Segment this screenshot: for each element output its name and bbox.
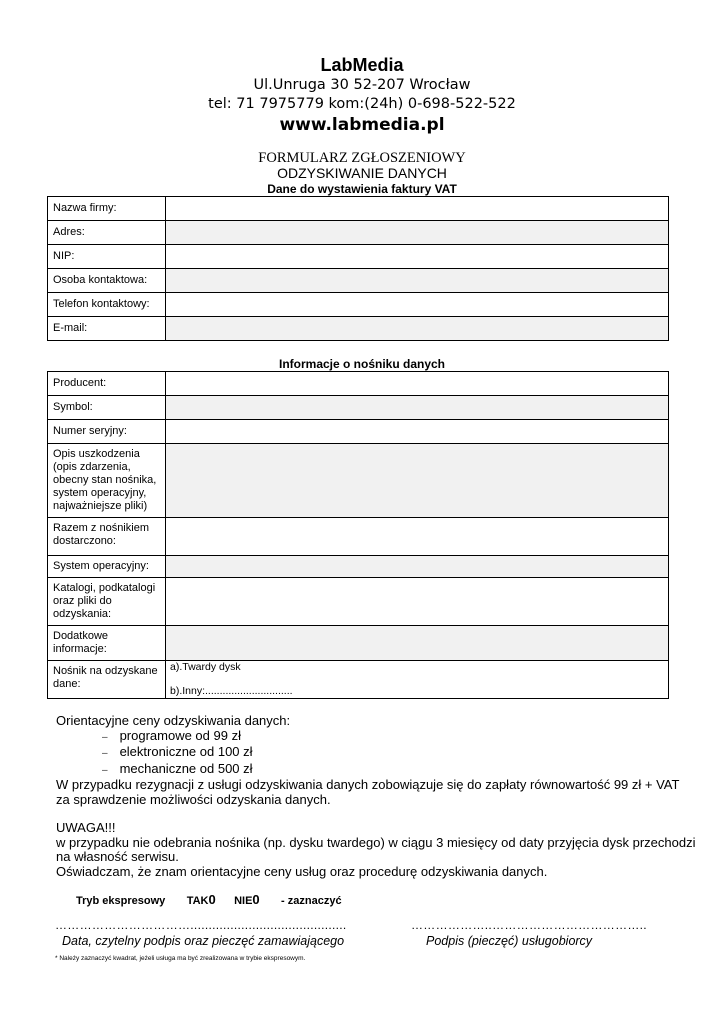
- delivered-with-field[interactable]: [166, 518, 669, 556]
- field-label: E-mail:: [48, 317, 166, 341]
- field-label: NIP:: [48, 245, 166, 269]
- price-item: – mechaniczne od 500 zł: [102, 762, 696, 779]
- resignation-clause: W przypadku rezygnacji z usługi odzyskiwania danych zobowiązuje się do zapłaty równowartość 99 zł + VAT za sprawdzenie możliwości odzyskania danych.: [56, 777, 680, 807]
- invoice-data-table: [47, 196, 669, 341]
- additional-info-field[interactable]: [166, 626, 669, 661]
- warning-text: w przypadku nie odebrania nośnika (np. dysku twardego) w ciągu 3 miesięcy od daty przyjęcia dysk przechodzi na własność serwisu.: [56, 834, 696, 864]
- express-mode-row: [76, 892, 342, 907]
- field-label: Producent:: [48, 372, 166, 396]
- express-yes-checkbox[interactable]: 0: [208, 892, 216, 907]
- letterhead: [0, 54, 724, 137]
- company-address: Ul.Unruga 30 52-207 Wrocław: [253, 77, 471, 93]
- field-label: Opis uszkodzenia (opis zdarzenia, obecny stan nośnika, system operacyjny, najważniejsze pliki): [48, 444, 166, 518]
- field-label: Nazwa firmy:: [48, 197, 166, 221]
- form-subtitle: ODZYSKIWANIE DANYCH: [277, 165, 447, 181]
- price-item: – elektroniczne od 100 zł: [102, 745, 696, 762]
- media-info-table: [47, 371, 669, 699]
- operating-system-field[interactable]: [166, 556, 669, 578]
- footnote: * Należy zaznaczyć kwadrat, jeżeli usługa ma być zrealizowana w trybie ekspresowym.: [55, 955, 306, 962]
- option-other[interactable]: b).Inny:..............................: [170, 685, 293, 697]
- serial-number-field[interactable]: [166, 420, 669, 444]
- price-list: [56, 729, 696, 779]
- express-yes-label: TAK: [186, 895, 209, 907]
- signature-line-left[interactable]: ……………………………...........................................: [55, 918, 347, 932]
- company-phone: tel: 71 7975779 kom:(24h) 0-698-522-522: [208, 96, 516, 112]
- express-note: - zaznaczyć: [281, 895, 342, 907]
- field-label: Osoba kontaktowa:: [48, 269, 166, 293]
- field-label: Katalogi, podkatalogi oraz pliki do odzyskania:: [48, 578, 166, 626]
- damage-description-field[interactable]: [166, 444, 669, 518]
- producer-field[interactable]: [166, 372, 669, 396]
- nip-field[interactable]: [166, 245, 669, 269]
- express-label: Tryb ekspresowy: [76, 895, 166, 907]
- target-media-options: [166, 661, 669, 699]
- contact-person-field[interactable]: [166, 269, 669, 293]
- form-title: FORMULARZ ZGŁOSZENIOWY: [258, 150, 466, 166]
- field-label: System operacyjny:: [48, 556, 166, 578]
- company-website: www.labmedia.pl: [279, 115, 445, 135]
- contact-phone-field[interactable]: [166, 293, 669, 317]
- field-label: Nośnik na odzyskane dane:: [48, 661, 166, 699]
- field-label: Symbol:: [48, 396, 166, 420]
- express-no-label: NIE: [234, 895, 253, 907]
- price-item: – programowe od 99 zł: [102, 729, 696, 746]
- field-label: Numer seryjny:: [48, 420, 166, 444]
- signature-caption-left: Data, czytelny podpis oraz pieczęć zamawiającego: [62, 934, 345, 948]
- company-name: LabMedia: [320, 55, 404, 75]
- signature-line-right[interactable]: ………………..………………………………..: [411, 918, 647, 932]
- field-label: Telefon kontaktowy:: [48, 293, 166, 317]
- symbol-field[interactable]: [166, 396, 669, 420]
- field-label: Razem z nośnikiem dostarczono:: [48, 518, 166, 556]
- files-to-recover-field[interactable]: [166, 578, 669, 626]
- prices-intro: Orientacyjne ceny odzyskiwania danych:: [56, 713, 291, 728]
- email-field[interactable]: [166, 317, 669, 341]
- warning-title: UWAGA!!!: [56, 820, 116, 835]
- option-hard-disk[interactable]: a).Twardy dysk: [170, 661, 241, 673]
- section-media-heading: Informacje o nośniku danych: [278, 357, 446, 371]
- section-invoice-heading: Dane do wystawienia faktury VAT: [267, 182, 457, 196]
- address-field[interactable]: [166, 221, 669, 245]
- pricing-and-terms: [56, 714, 696, 879]
- field-label: Dodatkowe informacje:: [48, 626, 166, 661]
- signature-caption-right: Podpis (pieczęć) usługobiorcy: [426, 934, 593, 948]
- declaration-text: Oświadczam, że znam orientacyjne ceny usług oraz procedurę odzyskiwania danych.: [56, 863, 548, 879]
- field-label: Adres:: [48, 221, 166, 245]
- company-name-field[interactable]: [166, 197, 669, 221]
- express-no-checkbox[interactable]: 0: [252, 892, 260, 907]
